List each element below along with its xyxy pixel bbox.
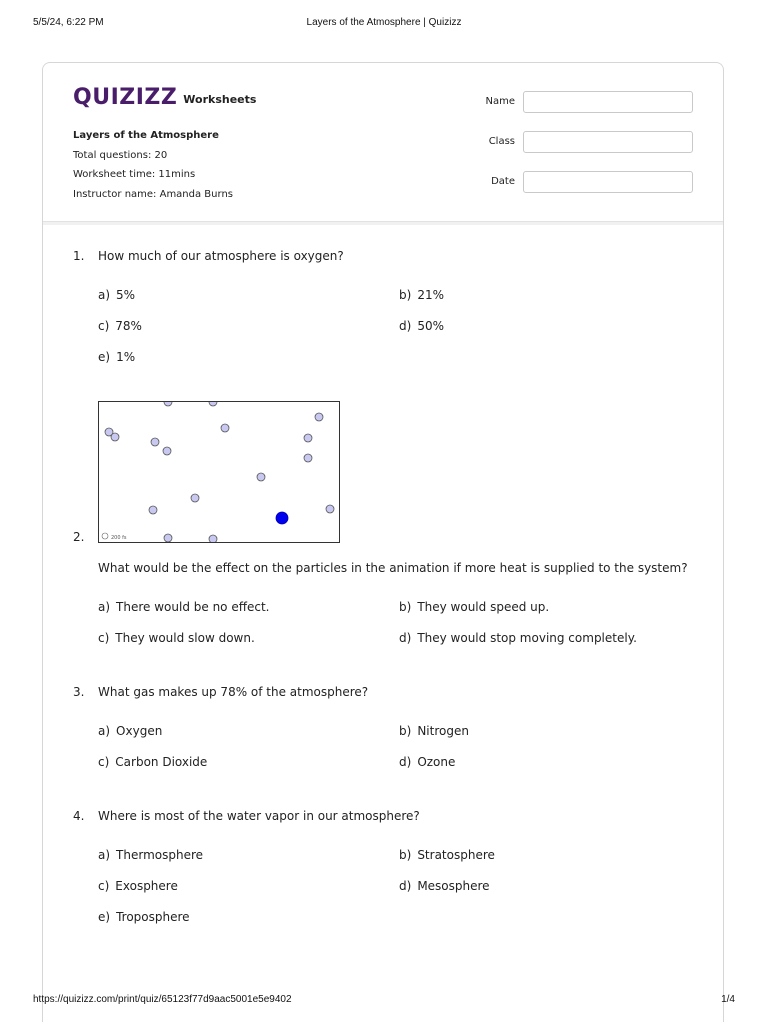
print-title: Layers of the Atmosphere | Quizizz	[306, 17, 462, 28]
particle	[257, 473, 265, 481]
print-date: 5/5/24, 6:22 PM	[33, 17, 104, 28]
worksheet-header	[43, 63, 723, 222]
total-questions: Total questions: 20	[73, 149, 168, 161]
class-field-row	[463, 131, 695, 155]
particle	[326, 505, 334, 513]
question-number: 4.	[73, 809, 85, 823]
option-b: b) Nitrogen	[399, 724, 469, 738]
particle	[304, 434, 312, 442]
option-e: e) Troposphere	[98, 910, 190, 924]
particle	[164, 402, 172, 406]
option-b: b) They would speed up.	[399, 600, 550, 614]
particle-animation-image	[98, 401, 340, 543]
option-b: b) Stratosphere	[399, 848, 495, 862]
option-c: c) They would slow down.	[98, 631, 255, 645]
option-a: a) 5%	[98, 288, 136, 302]
particle	[151, 438, 159, 446]
question-text: What would be the effect on the particles in the animation if more heat is supplied to the system?	[98, 561, 688, 575]
particle	[111, 433, 119, 441]
option-b: b) 21%	[399, 288, 444, 302]
option-d: d) Ozone	[399, 755, 456, 769]
question-number: 1.	[73, 249, 85, 263]
name-label: Name	[485, 96, 515, 107]
worksheet	[42, 62, 724, 1022]
date-label: Date	[491, 176, 515, 187]
class-label: Class	[488, 136, 515, 147]
name-field[interactable]	[523, 91, 693, 113]
print-footer	[0, 994, 768, 1008]
option-c: c) Carbon Dioxide	[98, 755, 208, 769]
class-field[interactable]	[523, 131, 693, 153]
particle	[149, 506, 157, 514]
option-a: a) There would be no effect.	[98, 600, 270, 614]
particle	[315, 413, 323, 421]
particle	[191, 494, 199, 502]
particle-canvas	[99, 402, 339, 542]
name-field-row	[463, 91, 695, 115]
particle	[209, 402, 217, 406]
particle	[221, 424, 229, 432]
particle	[304, 454, 312, 462]
brand-subtitle: Worksheets	[183, 92, 257, 106]
question-number: 3.	[73, 685, 85, 699]
date-field[interactable]	[523, 171, 693, 193]
quiz-title: Layers of the Atmosphere	[73, 130, 219, 141]
option-c: c) 78%	[98, 319, 142, 333]
particle	[209, 535, 217, 542]
highlighted-particle	[276, 512, 288, 524]
particle	[163, 447, 171, 455]
worksheet-time: Worksheet time: 11mins	[73, 169, 196, 180]
option-d: d) 50%	[399, 319, 444, 333]
particle	[164, 534, 172, 542]
quiz-info	[73, 126, 233, 204]
page-number: 1/4	[721, 994, 735, 1005]
brand	[73, 85, 256, 111]
option-d: d) Mesosphere	[399, 879, 490, 893]
instructor-name: Instructor name: Amanda Burns	[73, 188, 233, 200]
timer-icon	[102, 533, 108, 539]
date-field-row	[463, 171, 695, 195]
question-text: Where is most of the water vapor in our atmosphere?	[98, 809, 420, 823]
option-c: c) Exosphere	[98, 879, 178, 893]
question-number: 2.	[73, 530, 85, 544]
option-d: d) They would stop moving completely.	[399, 631, 637, 645]
option-e: e) 1%	[98, 350, 136, 364]
print-url: https://quizizz.com/print/quiz/65123f77d9aac5001e5e9402	[33, 994, 292, 1005]
quizizz-logo: QUIZIZZ	[73, 85, 178, 110]
question-text: What gas makes up 78% of the atmosphere?	[98, 685, 369, 699]
print-header	[0, 17, 768, 31]
option-a: a) Thermosphere	[98, 848, 204, 862]
question-text: How much of our atmosphere is oxygen?	[98, 249, 344, 263]
animation-time-caption: 200 fs	[111, 535, 127, 541]
option-a: a) Oxygen	[98, 724, 163, 738]
